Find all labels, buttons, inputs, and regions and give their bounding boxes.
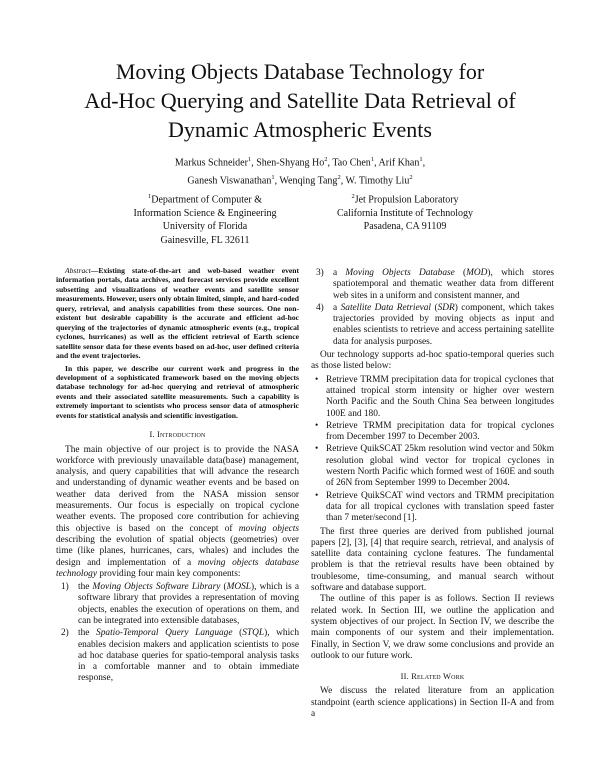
author-affil-mark: 1 [271, 174, 275, 182]
author-name: Ganesh Viswanathan [187, 175, 272, 187]
affiliation-jpl [300, 190, 510, 234]
affil-mark: 1 [147, 193, 152, 200]
affil-line: Jet Propulsion Laboratory [354, 194, 459, 206]
author-list [50, 152, 550, 189]
affil-line: Information Science & Engineering [133, 207, 277, 219]
author-name: Markus Schneider [174, 157, 248, 169]
list-item: • Retrieve QuikSCAT 25km resolution wind vector and 50km resolution global wind vector for tropical cyclones in western North Pacific which formed west of 160E and south of 26N from September 1999 to December 2004. [315, 444, 554, 489]
author-affil-mark: 2 [324, 156, 328, 163]
list-item: • Retrieve TRMM precipitation data for tropical cyclones from December 1997 to December 2003. [315, 420, 554, 443]
bullet-icon: • [315, 444, 319, 455]
title-line-3: Dynamic Atmospheric Events [168, 117, 432, 142]
list-item: 3) a Moving Objects Database (MOD), which stores spatiotemporal and thematic weather data from different web sites in a uniform and consistent manner, and [316, 268, 554, 301]
intro-paragraph-3: The first three queries are derived from published journal papers [2], [3], [4] that require search, retrieval, and analysis of satellite data containing cyclone features. The fundamental problem is that the retrieval results have been obtained by troublesome, time-consuming, and manual search without software and database support. [311, 526, 554, 594]
query-examples-list [311, 375, 554, 525]
affil-line: Gainesville, FL 32611 [160, 234, 250, 246]
left-column [56, 266, 299, 687]
abstract-paragraph-2: In this paper, we describe our current work and progress in the development of a sophisticated framework based on the moving objects database technology for ad-hoc querying and retrieval of atmospheric events and their associated satellite measurements. Such a capability is extremely important to scientists who process sensor data of atmospheric events for statistical analysis and scientific investigation. [56, 363, 299, 420]
affil-line: California Institute of Technology [336, 207, 474, 219]
affiliation-uf [100, 190, 310, 247]
affil-line: Department of Computer & [151, 194, 263, 206]
abstract-label: Abstract [65, 266, 91, 275]
intro-paragraph-2: Our technology supports ad-hoc spatio-temporal queries such as those listed below: [311, 350, 554, 372]
related-work-paragraph-1: We discuss the related literature from an application standpoint (earth science applications) in Section II-A and from a [311, 686, 554, 719]
affil-line: University of Florida [162, 221, 248, 233]
list-item: • Retrieve QuikSCAT wind vectors and TRMM precipitation data for all tropical cyclones with translation speed faster than 7 meter/second [1]. [315, 490, 554, 524]
author-affil-mark: 1 [247, 156, 252, 163]
affil-mark: 2 [351, 193, 355, 200]
bullet-icon: • [315, 420, 319, 431]
title-line-1: Moving Objects Database Technology for [115, 59, 485, 84]
author-name: Wenqing Tang [279, 175, 338, 187]
title-line-2: Ad-Hoc Querying and Satellite Data Retrieval of [84, 88, 516, 113]
list-item: • Retrieve TRMM precipitation data for tropical cyclones that attained tropical storm intensity or higher over western North Pacific and the South China Sea between longitudes 100E and 180. [315, 374, 554, 419]
right-column [311, 266, 554, 720]
author-affil-mark: 2 [409, 174, 413, 182]
intro-paragraph-4: The outline of this paper is as follows. Section II reviews related work. In Section III, we outline the application and system objectives of our project. In Section IV, we describe the main components of our system and their implementation. Finally, in Section V, we draw some conclusions and provide an outlook to our future work. [311, 594, 554, 661]
affil-line: Pasadena, CA 91109 [363, 221, 447, 233]
list-item: 4) a Satellite Data Retrieval (SDR) component, which takes trajectories provided by moving objects as input and enables scientists to retrieve and access pertaining satellite data for analysis purposes. [316, 302, 554, 347]
paper-title [40, 57, 560, 144]
author-name: Shen-Shyang Ho [256, 157, 325, 169]
component-list [56, 582, 299, 685]
section-heading-related-work: II. Related Work [400, 672, 465, 682]
author-affil-mark: 1 [419, 156, 423, 163]
author-name: W. Timothy Liu [345, 175, 410, 187]
bullet-icon: • [315, 374, 319, 385]
intro-paragraph-1: The main objective of our project is to provide the NASA workforce with previously unavailable data(base) management, analysis, and query capabilities that will advance the research and understanding of dynamic weather events and be based on weather data derived from the NASA mission sensor measurements. Our focus is especially on tropical cyclone weather events. The proposed core contribution for achieving this objective is based on the concept of moving objects describing the evolution of spatial objects (geometries) over time (like planes, hurricanes, cars, whales) and includes the design and implementation of a moving objects database technology providing four main key components: [56, 444, 299, 579]
list-item: 1) the Moving Objects Software Library (MOSL), which is a software library that provides a representation of moving objects, enables the execution of operations on them, and can be integrated into extensible databases, [61, 582, 299, 626]
abstract-paragraph-1: Abstract—Existing state-of-the-art and web-based weather event information portals, data archives, and forecast services provide excellent subsetting and visualizations of weather events and satellite sensor measurements. However, users only obtain limited, simple, and hard-coded query, retrieval, and analysis capabilities from these sources. One non-existent but desirable capability is the accurate and efficient ad-hoc querying of the trajectories of dynamic atmospheric events (e.g., tropical cyclones, hurricanes) as well as the efficient retrieval of Earth science satellite sensor data for these events based on ad-hoc, user defined criteria and the event trajectories. [56, 266, 299, 361]
author-affil-mark: 2 [337, 174, 341, 182]
component-list-continued [311, 268, 554, 348]
bullet-icon: • [315, 490, 319, 501]
author-line-2: Ganesh Viswanathan$^1$, Wenqing Tang$^2$, W. Timothy Liu$^2$ [187, 174, 413, 187]
author-name: Arif Khan [378, 157, 420, 169]
list-item: 2) the Spatio-Temporal Query Language (STQL), which enables decision makers and application scientists to pose ad hoc database queries for spatio-temporal analysis tasks in a comfortable manner and to obtain immediate response, [61, 628, 299, 684]
section-heading-introduction: I. Introduction [149, 430, 206, 440]
author-name: Tao Chen [332, 157, 371, 169]
author-line-1: Markus Schneider$^1$, Shen-Shyang Ho$^2$, Tao Chen$^1$, Arif Khan$^1$, [174, 156, 426, 169]
author-affil-mark: 1 [370, 156, 375, 163]
